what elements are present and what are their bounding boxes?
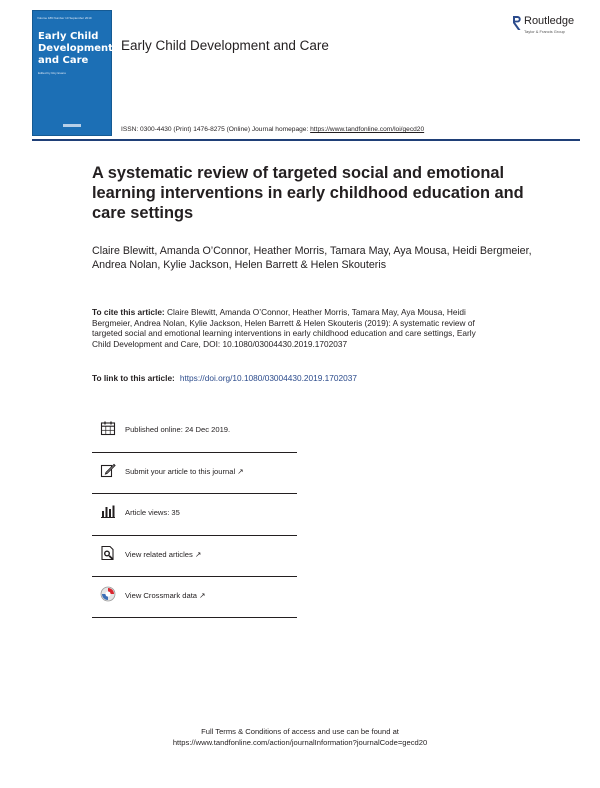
magnifier-icon xyxy=(100,545,116,561)
publisher-logo xyxy=(512,13,592,43)
journal-title: Early Child Development and Care xyxy=(121,38,329,53)
author-list: Claire Blewitt, Amanda O’Connor, Heather Morris, Tamara May, Aya Mousa, Heidi Bergmeier, Andrea Nolan, Kylie Jackson, Helen Barrett & Helen Skouteris xyxy=(92,245,532,271)
published-online-text: Published online: 24 Dec 2019. xyxy=(125,425,231,434)
cover-issue-text: Volume 189 Number 10 September 2019 xyxy=(37,16,92,20)
pencil-icon xyxy=(100,462,116,478)
cover-title: Early Child Development and Care xyxy=(38,31,113,66)
journal-homepage-link[interactable]: https://www.tandfonline.com/loi/gecd20 xyxy=(310,126,425,133)
calendar-icon xyxy=(100,420,116,436)
issn-text: ISSN: 0300-4430 (Print) 1476-8275 (Online) Journal homepage: xyxy=(121,126,311,133)
doi-link[interactable]: https://doi.org/10.1080/03004430.2019.1702037 xyxy=(179,373,357,383)
bar-chart-icon xyxy=(100,503,116,519)
submit-article-link[interactable]: Submit your article to this journal xyxy=(125,467,236,476)
publisher-subtitle: Taylor & Francis Group xyxy=(524,29,565,34)
article-views-box xyxy=(92,494,297,535)
crossmark-link[interactable]: View Crossmark data xyxy=(125,591,198,600)
journal-cover xyxy=(32,10,112,136)
header-rule xyxy=(32,139,580,141)
publisher-name: Routledge xyxy=(524,15,575,27)
footer-terms-link[interactable]: https://www.tandfonline.com/action/journalInformation?journalCode=gecd20 xyxy=(172,738,428,747)
routledge-logo-icon xyxy=(512,15,522,31)
external-link-icon: ↗ xyxy=(199,591,206,600)
cover-editor: Edited by Roy Evans xyxy=(38,71,66,75)
crossmark-icon xyxy=(100,586,116,602)
cover-logo-bar xyxy=(63,124,81,127)
citation-label: To cite this article: xyxy=(92,307,165,317)
footer-terms xyxy=(0,726,600,748)
submit-article-box[interactable] xyxy=(92,453,297,494)
citation-block xyxy=(92,307,482,349)
article-link-line xyxy=(92,373,357,383)
info-separator xyxy=(92,617,297,618)
article-title: A systematic review of targeted social and emotional learning interventions in early childhood education and care settings xyxy=(92,164,524,222)
related-articles-link[interactable]: View related articles xyxy=(125,550,193,559)
issn-line xyxy=(121,126,424,133)
footer-terms-text: Full Terms & Conditions of access and use can be found at xyxy=(201,727,399,736)
external-link-icon: ↗ xyxy=(194,550,202,559)
external-link-icon: ↗ xyxy=(237,467,244,476)
related-articles-box[interactable] xyxy=(92,536,297,577)
published-online-box xyxy=(92,411,297,452)
citation-text: Claire Blewitt, Amanda O’Connor, Heather Morris, Tamara May, Aya Mousa, Heidi Bergmeier, Andrea Nolan, Kylie Jackson, Helen Barrett & Helen Skouteris (2019): A systematic review of targeted social and emotional learning interventions in early childhood education and care settings, Early Child Development and Care, DOI: 10.1080/03004430.2019.1702037 xyxy=(92,307,476,349)
article-views-text: Article views: 35 xyxy=(125,508,180,517)
crossmark-box[interactable] xyxy=(92,577,297,618)
article-link-label: To link to this article: xyxy=(92,373,175,383)
